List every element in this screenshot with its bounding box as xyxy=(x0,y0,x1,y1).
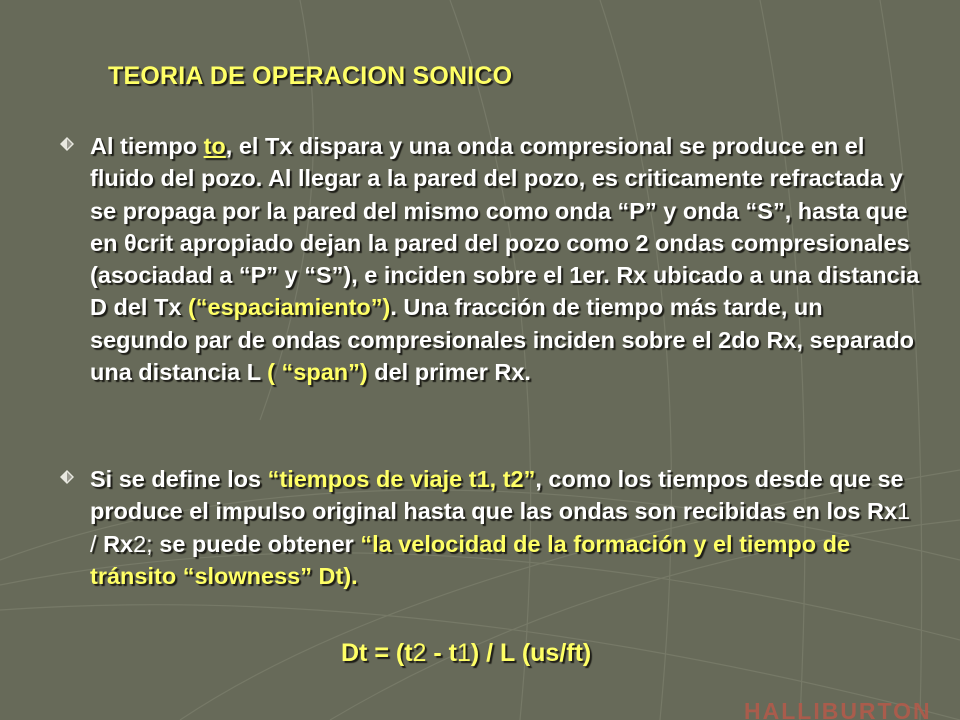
bullet-1-part: del primer Rx. xyxy=(367,359,531,386)
formula-part: ) / L (us/ft) xyxy=(470,639,592,667)
formula-part: - t xyxy=(426,639,457,667)
formula xyxy=(341,639,591,668)
bullet-2-part: , como los tiempos desde que se produce el impulso original hasta que las ondas son recibidas en los Rx xyxy=(90,466,904,525)
highlight-tiempos: “tiempos de viaje t1, t2” xyxy=(267,466,536,492)
slide-title: TEORIA DE OPERACION SONICO xyxy=(108,62,513,90)
bullet-1-part: , el Tx dispara y una onda compresional se produce en el fluido del pozo. Al llegar a la pared del pozo, es criticamente refractada y se propaga por la pared del mismo como onda “P” y onda “S”, hasta que en θcrit apropiado dejan la pared del pozo como 2 ondas compresionales (asociadad a “P” y “S”), e inciden sobre el 1er. Rx ubicado a una distancia D del Tx xyxy=(90,133,920,321)
bullet-2-part: 1 / xyxy=(90,498,911,557)
highlight-to: to xyxy=(203,133,226,159)
bullet-2-part: Si se define los xyxy=(90,466,268,492)
bullet-2-part: Rx xyxy=(103,530,134,557)
bullet-2-part: se puede obtener xyxy=(159,530,361,557)
halliburton-logo: HALLIBURTON xyxy=(744,698,932,720)
bullet-1-part: . Una fracción de tiempo más tarde, un segundo par de ondas compresionales inciden sobre el 2do Rx, separado una distancia L xyxy=(90,294,915,386)
highlight-span: ( “span”) xyxy=(267,359,368,386)
formula-part: Dt = (t xyxy=(341,639,413,667)
bullet-2-text xyxy=(90,463,920,592)
bullet-paragraph-2 xyxy=(60,463,920,592)
highlight-velocidad: “la velocidad de la formación y el tiempo de tránsito “slowness” Dt). xyxy=(90,530,851,589)
bullet-2-part: 2; xyxy=(133,530,160,557)
bullet-diamond-icon xyxy=(60,470,74,484)
highlight-espaciamiento: (“espaciamiento”) xyxy=(187,294,391,321)
bullet-diamond-icon xyxy=(60,137,74,151)
bullet-paragraph-1 xyxy=(60,130,920,388)
bullet-1-part: Al tiempo xyxy=(90,133,204,159)
formula-part: 2 xyxy=(412,639,427,667)
bullet-1-text xyxy=(90,130,920,388)
formula-part: 1 xyxy=(456,639,471,667)
